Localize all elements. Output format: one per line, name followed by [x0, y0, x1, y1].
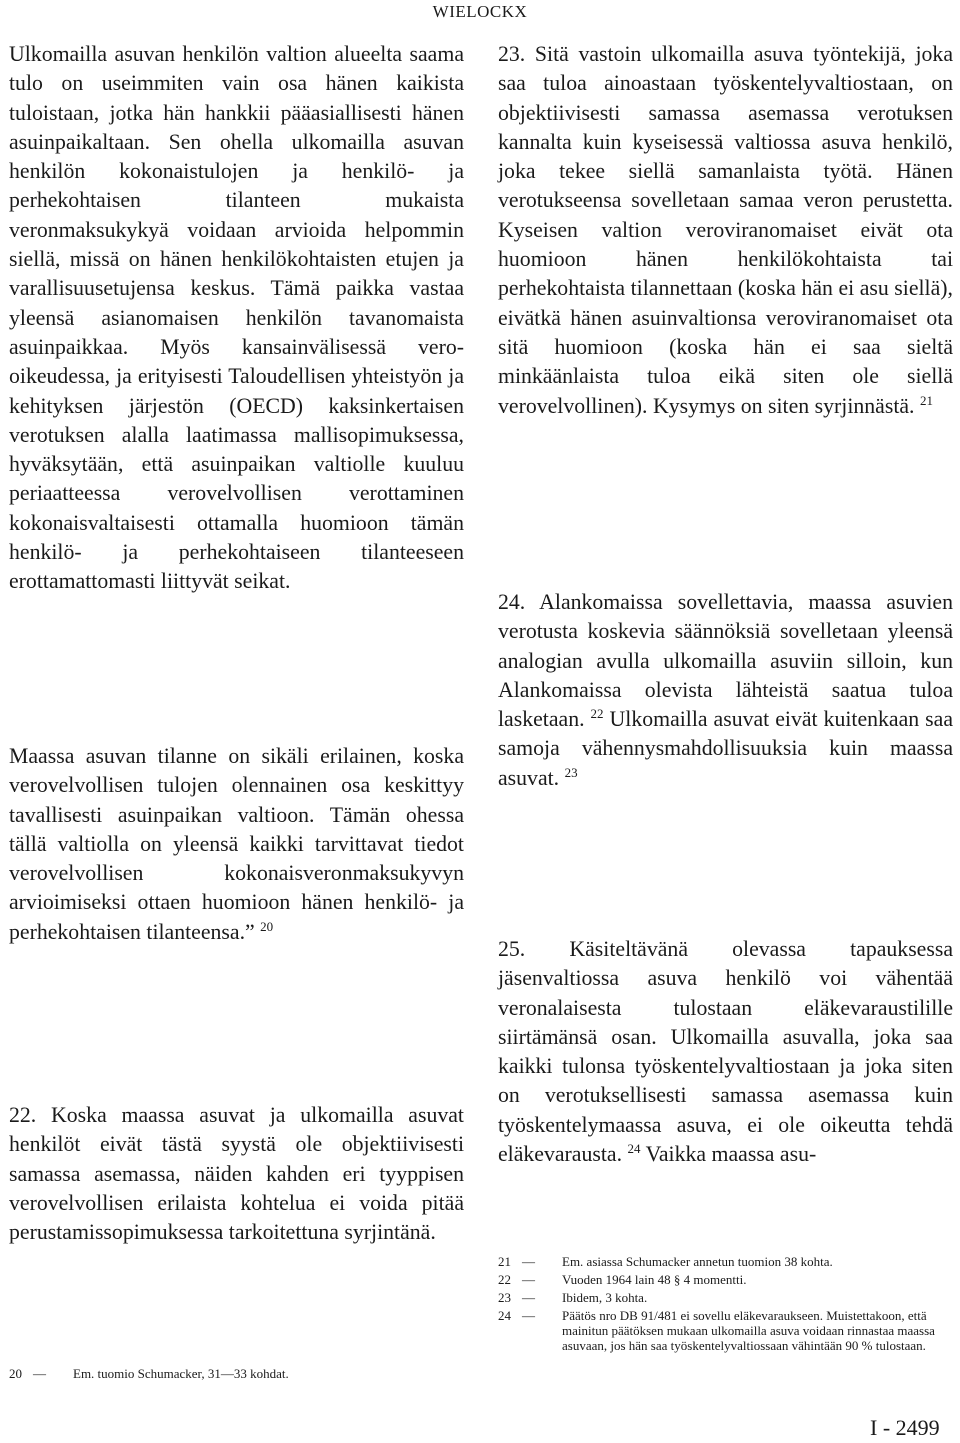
footnote-24 — [498, 1308, 953, 1353]
footnotes-right — [498, 1254, 953, 1356]
paragraph-24-number: 24. — [498, 590, 526, 614]
footnotes-left — [9, 1366, 464, 1384]
footnote-ref-20: 20 — [260, 918, 274, 934]
paragraph-24-text-a: Alankomaissa sovellettavia, maassa asuvien verotusta koskevia säännöksiä sovelletaan yleensä analogian avulla ulkomailla asuviin silloin, kun Alankomaissa olevista lähteistä saatua tuloa lasketaan. — [498, 590, 954, 732]
footnote-dash: — — [33, 1366, 46, 1381]
footnote-number: 22 — [498, 1272, 511, 1287]
paragraph-25-text-b: Vaikka maassa asu- — [645, 1142, 817, 1167]
footnote-text: Em. asiassa Schumacker annetun tuomion 38 kohta. — [562, 1254, 833, 1269]
paragraph-resident-text: Maassa asuvan tilanne on sikäli erilainen, koska verovelvollisen tulojen olennainen osa keskittyy tavallisesti asuinpaikan valtioon. Tämän ohessa tällä valtiolla on yleensä kaikki tarvittavat tiedot verovelvollisen kokonaisveronmaksukyvyn arvioimiseksi ottaen huomioon hänen henkilö- ja perhekohtaisen tilanteensa.” — [9, 744, 464, 944]
footnote-number: 23 — [498, 1290, 511, 1305]
footnote-ref-23: 23 — [564, 764, 578, 780]
footnote-dash: — — [522, 1254, 535, 1269]
footnote-text: Ibidem, 3 kohta. — [562, 1290, 648, 1305]
paragraph-25-number: 25. — [498, 937, 526, 961]
footnote-22 — [498, 1272, 953, 1287]
paragraph-intro: Ulkomailla asuvan henkilön valtion alueelta saama tulo on useimmiten vain osa hänen kaikista tuloistaan, jotka hän hankkii pääasiallisesti hänen asuinpaikaltaan. Sen ohella ulkomailla asuvan henkilön kokonaistulojen ja henkilö- ja perhekohtaisen tilanteen mukaista veronmaksukykyä voidaan arvioida helpommin siellä, missä on hänen henkilökohtaisten etujen ja varallisuusetujensa keskus. Tämä paikka vastaa yleensä asianomaisen henkilön tavanomaista asuinpaikkaa. Myös kansainvälisessä vero-oikeudessa, ja erityisesti Taloudellisen yhteistyön ja kehityksen järjestön (OECD) kaksinkertaisen verotuksen alalla laatimassa mallisopimuksessa, hyväksytään, että asuinpaikan valtiolle kuuluu periaatteessa verovelvollisen verottaminen kokonaisvaltaisesti ottamalla huomioon tämän henkilö- ja perhekohtaiseen tilanteeseen erottamattomasti liittyvät seikat. — [9, 42, 464, 594]
paragraph-22 — [9, 1101, 464, 1247]
footnote-text: Em. tuomio Schumacker, 31—33 kohdat. — [73, 1366, 289, 1381]
footnote-21 — [498, 1254, 953, 1269]
footnote-text: Päätös nro DB 91/481 ei sovellu eläkevaraukseen. Muistettakoon, että mainitun päätöksen mukaan ulkomailla asuva voidaan rinnastaa maassa asuvaan, jos hän saa työskentelyvaltiossaan vähintään 90 % tulostaan. — [562, 1308, 935, 1353]
footnote-dash: — — [522, 1290, 535, 1305]
paragraph-22-number: 22. — [9, 1103, 37, 1127]
footnote-ref-24: 24 — [627, 1141, 641, 1157]
footnote-number: 24 — [498, 1308, 511, 1323]
paragraph-resident — [9, 742, 464, 947]
paragraph-24-text-b: Ulkomailla asuvat eivät kuitenkaan saa samoja vähennysmahdollisuuksia kuin maassa asuvat. — [498, 707, 953, 790]
paragraph-23-number: 23. — [498, 42, 526, 66]
paragraph-22-text: Koska maassa asuvat ja ulkomailla asuvat henkilöt eivät tästä syystä ole objektiivisesti samassa asemassa, näiden kahden eri tyyppisen verovelvollisen erilaista kohtelua ei voida pitää perustamissopimuksessa tarkoitettuna syrjintänä. — [9, 1103, 464, 1245]
footnote-20 — [9, 1366, 464, 1381]
footnote-text: Vuoden 1964 lain 48 § 4 momentti. — [562, 1272, 747, 1287]
paragraph-23 — [498, 40, 953, 421]
footnote-ref-21: 21 — [919, 392, 933, 408]
footnote-dash: — — [522, 1272, 535, 1287]
page-number: I - 2499 — [870, 1415, 940, 1440]
paragraph-24 — [498, 588, 953, 793]
paragraph-25 — [498, 935, 953, 1169]
footnote-23 — [498, 1290, 953, 1305]
footnote-dash: — — [522, 1308, 535, 1323]
footnote-ref-22: 22 — [590, 706, 604, 722]
paragraph-25-text-a: Käsiteltävänä olevassa tapauksessa jäsenvaltiossa asuva henkilö voi vähentää veronalaisesta tulostaan eläkevaraustilille siirtämänsä osan. Ulkomailla asuvalla, joka saa kaikki tulonsa työskentelyvaltiostaan ja joka siten on verotuksellisesti samassa asemassa kuin työskentelymaassa asuva, ei ole oikeutta tehdä eläkevarausta. — [498, 937, 953, 1167]
footnote-number: 21 — [498, 1254, 511, 1269]
running-header: WIELOCKX — [432, 2, 528, 21]
paragraph-23-text: Sitä vastoin ulkomailla asuva työntekijä, joka saa tuloa ainoastaan työskentelyvaltiostaan, on objektiivisesti samassa asemassa verotuksen kannalta kuin kyseisessä valtiossa asuva henkilö, joka tekee siellä samanlaista työtä. Hänen verotukseensa sovelletaan samaa veron perustetta. Kyseisen valtion veroviranomaiset eivät ota huomioon hänen henkilökohtaista tai perhekohtaista tilannettaan (koska hän ei asu siellä), eivätkä hänen asuinvaltionsa veroviranomaiset ota sitä huomioon (koska hän ei saa sieltä minkäänlaista tuloa eikä siten ole siellä verovelvollinen). Kysymys on siten syrjinnästä. — [498, 42, 953, 418]
footnote-number: 20 — [9, 1366, 22, 1381]
